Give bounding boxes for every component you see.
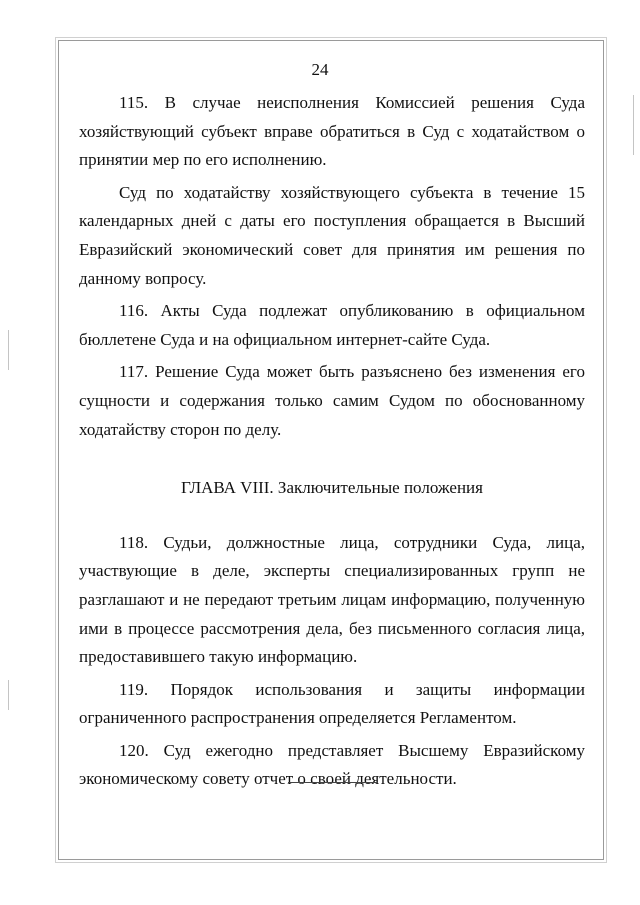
paragraph-115-continuation: Суд по ходатайству хозяйствующего субъекта в течение 15 календарных дней с даты его поступления обращается в Высший Евразийский экономический совет для принятия им решения по данному вопросу. bbox=[79, 182, 585, 288]
scan-artifact-left-lower bbox=[8, 680, 9, 710]
paragraph-116: 116. Акты Суда подлежат опубликованию в официальном бюллетене Суда и на официальном интернет-сайте Суда. bbox=[79, 301, 585, 349]
end-of-document-rule bbox=[288, 782, 378, 783]
paragraph-119: 119. Порядок использования и защиты информации ограниченного распространения определяется Регламентом. bbox=[79, 679, 585, 728]
chapter-heading: ГЛАВА VIII. Заключительные положения bbox=[181, 478, 483, 498]
scan-artifact-right bbox=[633, 95, 634, 155]
paragraph-115: 115. В случае неисполнения Комиссией решения Суда хозяйствующий субъект вправе обратиться в Суд с ходатайством о принятии мер по его исполнению. bbox=[79, 93, 585, 170]
paragraph-117: 117. Решение Суда может быть разъяснено без изменения его сущности и содержания только самим Судом по обоснованному ходатайству сторон по делу. bbox=[79, 362, 585, 439]
paragraph-118: 118. Судьи, должностные лица, сотрудники Суда, лица, участвующие в деле, эксперты специализированных групп не разглашают и не передают третьим лицам информацию, полученную ими в процессе рассмотрения дела, без письменного согласия лица, предоставившего такую информацию. bbox=[79, 532, 585, 667]
document-body bbox=[79, 89, 585, 794]
scan-artifact-left bbox=[8, 330, 9, 370]
page-number: 24 bbox=[311, 60, 329, 79]
paragraph-120: 120. Суд ежегодно представляет Высшему Евразийскому экономическому совету отчет о своей деятельности. bbox=[79, 740, 585, 789]
